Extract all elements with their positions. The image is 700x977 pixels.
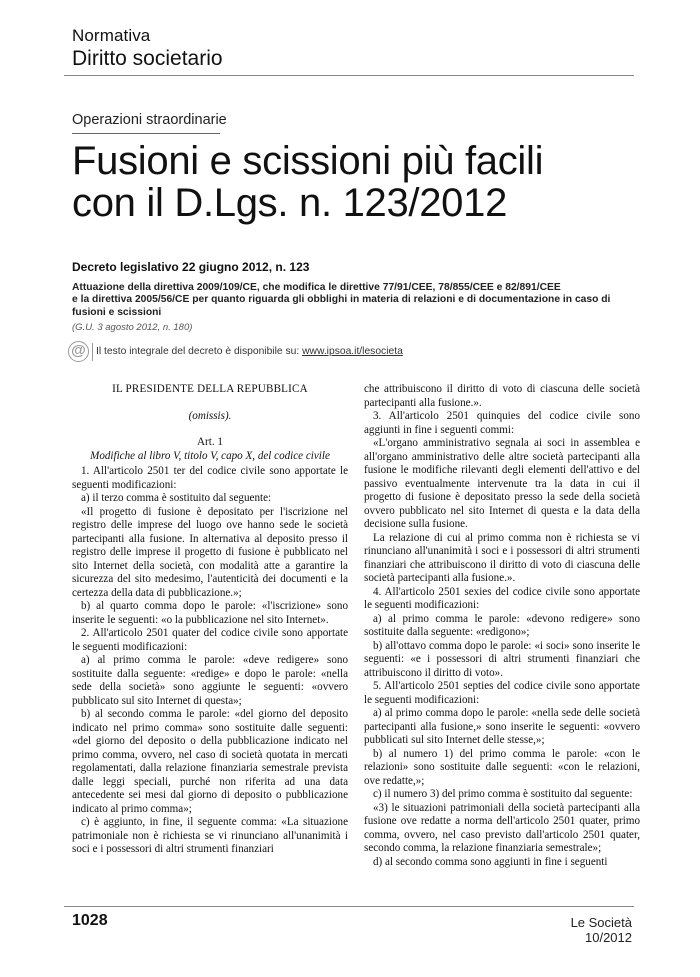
at-sign-icon: @	[68, 341, 89, 362]
decree-description-line1: Attuazione della direttiva 2009/109/CE, che modifica le direttive 77/91/CEE, 78/855/CEE e 82/891/CEE	[72, 282, 561, 293]
page-number: 1028	[72, 912, 108, 929]
body-paragraph: b) al numero 1) del primo comma le parole: «con le relazioni» sono sostituite dalle seguenti: «con le relazioni, ove redatte,»;	[364, 747, 640, 787]
article-subheading: Modifiche al libro V, titolo V, capo X, del codice civile	[90, 449, 330, 462]
article-title-line2: con il D.Lgs. n. 123/2012	[72, 181, 508, 225]
decree-description-line3: fusioni e scissioni	[72, 306, 162, 318]
body-paragraph: 1. All'articolo 2501 ter del codice civile sono apportate le seguenti modificazioni:	[72, 465, 348, 491]
article-heading: Art. 1	[197, 436, 223, 448]
article-title	[72, 140, 543, 224]
online-note-link[interactable]: www.ipsoa.it/lesocieta	[302, 346, 403, 357]
body-paragraph: 5. All'articolo 2501 septies del codice civile sono apportate le seguenti modificazioni:	[364, 680, 640, 706]
decree-description-line2: e la direttiva 2005/56/CE per quanto riguarda gli obblighi in materia di relazioni e di documentazione in caso di	[72, 294, 611, 306]
body-paragraph: La relazione di cui al primo comma non è richiesta se vi rinunciano all'unanimità i soci e i possessori di altri strumenti finanziari che attribuiscono il diritto di voto di ciascuna delle società partecipanti alla fusione.».	[364, 531, 640, 584]
body-paragraph: d) al secondo comma sono aggiunti in fine i seguenti	[373, 855, 608, 868]
body-paragraph: «L'organo amministrativo segnala ai soci in assemblea e all'organo amministrativo delle altre società partecipanti alla fusione le modifiche rilevanti degli elementi dell'attivo e del passivo eventualmente intervenute tra la data in cui il progetto di fusione è depositato presso la sede della società ovvero pubblicato nel sito Internet di questa e la data della decisione sulla fusione.	[364, 437, 640, 530]
body-paragraph: b) al secondo comma le parole: «del giorno del deposito indicato nel primo comma» sono sostituite dalle seguenti: «del giorno del deposito o della pubblicazione indicato nel primo comma, ovvero, nel caso di società quotata in mercati regolamentati, dalla relazione finanziaria semestrale prevista dalle leggi speciali, purché non riferita ad una data antecedente sei mesi dal giorno di deposito o pubblicazione indicato al primo comma»;	[72, 708, 348, 815]
subrubric-label: Diritto societario	[72, 47, 223, 70]
article-title-line1: Fusioni e scissioni più facili	[72, 139, 544, 183]
online-note-text: Il testo integrale del decreto è disponibile su:	[96, 346, 300, 357]
body-column-right	[364, 383, 640, 869]
body-paragraph: 4. All'articolo 2501 sexies del codice civile sono apportate le seguenti modificazioni:	[364, 585, 640, 611]
note-divider	[92, 343, 93, 361]
president-heading: IL PRESIDENTE DELLA REPUBBLICA	[112, 383, 308, 395]
body-paragraph: a) il terzo comma è sostituito dal seguente:	[81, 492, 272, 504]
section-underline	[72, 133, 220, 134]
online-note	[96, 346, 403, 357]
body-paragraph: c) è aggiunto, in fine, il seguente comma: «La situazione patrimoniale non è richiesta se vi rinunciano all'unanimità i soci e i possessori di altri strumenti finanziari	[72, 816, 348, 855]
decree-name: Decreto legislativo 22 giugno 2012, n. 123	[72, 260, 310, 274]
body-paragraph: 2. All'articolo 2501 quater del codice civile sono apportate le seguenti modificazioni:	[72, 627, 348, 653]
body-column-left	[72, 383, 348, 857]
body-paragraph: a) al primo comma dopo le parole: «nella sede delle società partecipanti alla fusione,» sono inserite le seguenti: «ovvero pubblicati sul sito Internet delle stesse,»;	[364, 707, 640, 746]
footer-divider	[64, 906, 634, 907]
body-paragraph: b) all'ottavo comma dopo le parole: «i soci» sono inserite le seguenti: «e i possessori di altri strumenti finanziari che attribuiscono il diritto di voto».	[364, 639, 640, 679]
body-paragraph: c) il numero 3) del primo comma è sostituito dal seguente:	[373, 788, 633, 800]
header-divider	[64, 75, 634, 76]
decree-description	[72, 282, 632, 319]
body-paragraph: che attribuiscono il diritto di voto di ciascuna delle società partecipanti alla fusione.».	[364, 383, 640, 409]
body-paragraph: b) al quarto comma dopo le parole: «l'iscrizione» sono inserite le seguenti: «o la pubblicazione nel sito Internet».	[72, 600, 348, 626]
rubric-label: Normativa	[72, 26, 151, 45]
body-paragraph: «3) le situazioni patrimoniali della società partecipanti alla fusione ove redatte a norma dell'articolo 2501 quater, primo comma, ovvero, nel caso previsto dall'articolo 2501 quater, secondo comma, la relazione finanziaria semestrale»;	[364, 801, 640, 854]
section-label: Operazioni straordinarie	[72, 112, 227, 128]
omissis-text: (omissis).	[188, 409, 232, 422]
body-paragraph: «Il progetto di fusione è depositato per l'iscrizione nel registro delle imprese del luogo ove hanno sede le società partecipanti alla fusione. In alternativa al deposito presso il registro delle imprese il progetto di fusione è pubblicato nel sito Internet della società, con modalità atte a garantire la sicurezza del sito medesimo, l'autenticità dei documenti e la certezza della data di pubblicazione.»;	[72, 505, 348, 599]
journal-issue: Le Società 10/2012	[570, 915, 632, 945]
body-paragraph: a) al primo comma le parole: «devono redigere» sono sostituite dalla seguente: «redigono»;	[364, 612, 640, 638]
body-paragraph: a) al primo comma le parole: «deve redigere» sono sostituite dalla seguente: «redige» e dopo le parole: «nella sede della società» sono aggiunte le seguenti: «ovvero pubblicato sul sito Internet di questa»;	[72, 654, 348, 707]
body-paragraph: 3. All'articolo 2501 quinquies del codice civile sono aggiunti in fine i seguenti commi:	[364, 410, 640, 436]
gazzetta-reference: (G.U. 3 agosto 2012, n. 180)	[72, 322, 193, 333]
